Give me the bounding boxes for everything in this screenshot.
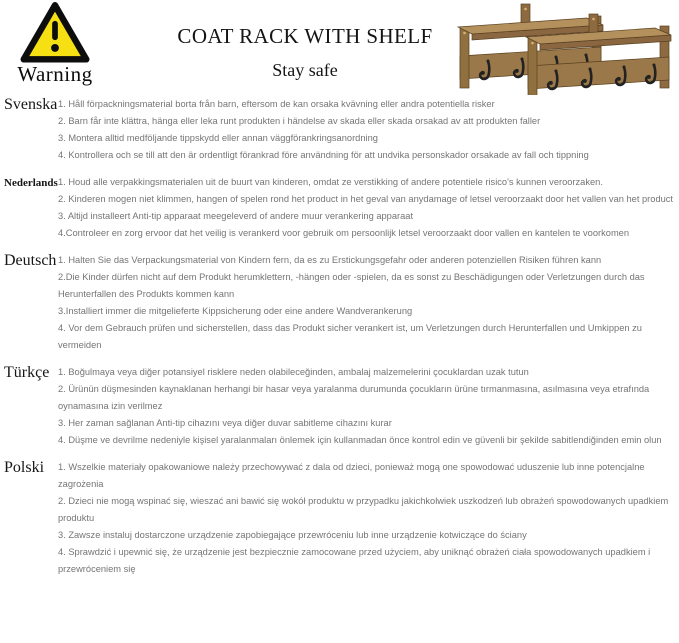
warning-item: 3. Altijd installeert Anti-tip apparaat meegeleverd of andere muur verankering apparaat (58, 211, 414, 221)
section-items (58, 459, 679, 578)
section-deutsch (0, 252, 679, 354)
warning-item: 4.Controleer en zorg ervoor dat het veilig is verankerd voor gebruik om persoonlijk letsel veroorzaakt door vallen en kantelen te voorkomen (58, 228, 630, 238)
page-title: COAT RACK WITH SHELF (177, 24, 433, 48)
warning-item: 4. Düşme ve devrilme nedeniyle kişisel yaralanmaları önlemek için kullanmadan önce kontrol edin ve güvenli bir şekilde sabitlendiğinden emin olun (58, 435, 662, 445)
page-subtitle: Stay safe (272, 60, 338, 80)
warning-triangle-icon (17, 1, 93, 65)
section-svenska (0, 96, 679, 164)
warning-item: 2. Kinderen mogen niet klimmen, hangen of spelen rond het product in het geval van anydamage of letsel veroorzaakt door het vallen van het product (58, 194, 674, 204)
warning-item: 3. Montera alltid medföljande tippskydd eller annan väggförankringsanordning (58, 133, 378, 143)
warning-item: 3. Her zaman sağlanan Anti-tip cihazını veya diğer duvar sabitleme cihazını kurar (58, 418, 392, 428)
warning-item: 1. Håll förpackningsmaterial borta från barn, eftersom de kan orsaka kvävning eller andra potentiella risker (58, 99, 495, 109)
section-nederlands (0, 174, 679, 242)
warning-item: 4. Sprawdzić i upewnić się, że urządzenie jest bezpiecznie zamocowane przed użyciem, aby uniknąć obrażeń ciała spowodowanych upadkiem i przewróceniem się (58, 547, 651, 574)
section-items (58, 252, 679, 354)
language-label: Deutsch (4, 252, 57, 269)
page-header (0, 0, 679, 96)
warning-item: 2. Ürünün düşmesinden kaynaklanan herhangi bir hasar veya yaralanma durumunda çocukların ürüne tırmanmasına, asılmasına veya etrafında oynamasına izin verilmez (58, 384, 650, 411)
warning-sections (0, 96, 679, 588)
warning-item: 4. Kontrollera och se till att den är ordentligt förankrad före användning för att undvika personskador orsakade av fall och tippning (58, 150, 589, 160)
warning-block (4, 1, 106, 87)
section-items (58, 174, 679, 242)
warning-item: 1. Houd alle verpakkingsmaterialen uit de buurt van kinderen, omdat ze verstikking of andere potentiele risico's kunnen veroorzaken. (58, 177, 603, 187)
warning-item: 2.Die Kinder dürfen nicht auf dem Produkt herumklettern, -hängen oder -spielen, da es sonst zu Beschädigungen oder Verletzungen durch das Herunterfallen des Produkts kommen kann (58, 272, 645, 299)
warning-item: 3. Zawsze instaluj dostarczone urządzenie zapobiegające przewróceniu lub inne urządzenie kotwiczące do ściany (58, 530, 527, 540)
warning-item: 3.Installiert immer die mitgelieferte Kippsicherung oder eine andere Wandverankerung (58, 306, 413, 316)
section-turkce (0, 364, 679, 449)
language-label: Svenska (4, 96, 58, 113)
warning-item: 4. Vor dem Gebrauch prüfen und sicherstellen, dass das Produkt sicher verankert ist, um Verletzungen durch Herunterfallen und Umkippen zu vermeiden (58, 323, 642, 350)
title-block (150, 24, 460, 81)
language-label: Polski (4, 459, 45, 476)
coat-rack-product-image (454, 0, 678, 95)
warning-item: 2. Barn får inte klättra, hänga eller leka runt produkten i händelse av skada eller skada orsakad av att produkten faller (58, 116, 541, 126)
warning-label: Warning (17, 62, 93, 86)
warning-item: 1. Boğulmaya veya diğer potansiyel risklere neden olabileceğinden, ambalaj malzemelerini çocuklardan uzak tutun (58, 367, 529, 377)
section-polski (0, 459, 679, 578)
section-items (58, 96, 679, 164)
section-items (58, 364, 679, 449)
warning-item: 1. Halten Sie das Verpackungsmaterial von Kindern fern, da es zu Erstickungsgefahr oder anderen potenziellen Risiken führen kann (58, 255, 602, 265)
language-label: Nederlands (4, 177, 58, 189)
warning-item: 2. Dzieci nie mogą wspinać się, wieszać ani bawić się wokół produktu w przypadku jakichkolwiek uszkodzeń lub obrażeń spowodowanych upadkiem produktu (58, 496, 669, 523)
warning-item: 1. Wszelkie materiały opakowaniowe należy przechowywać z dala od dzieci, ponieważ mogą one spowodować uduszenie lub inne potencjalne zagrożenia (58, 462, 645, 489)
language-label: Türkçe (4, 364, 50, 381)
